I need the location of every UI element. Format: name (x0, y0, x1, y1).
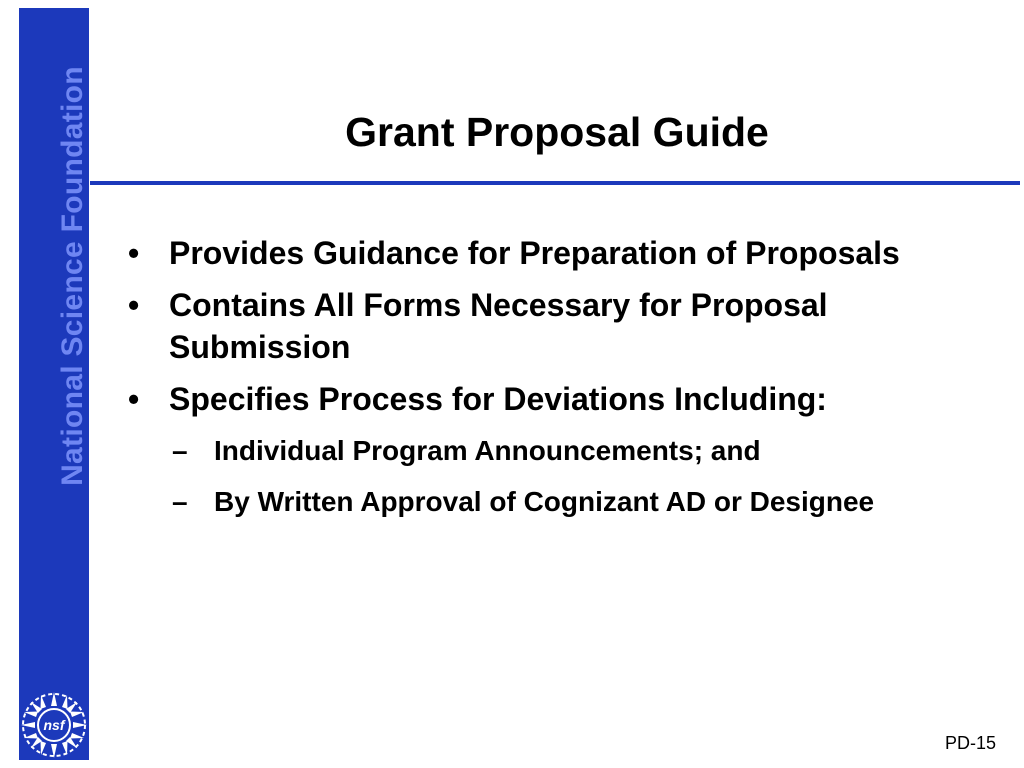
bullet-list (128, 232, 958, 532)
nsf-logo (19, 690, 89, 760)
sub-bullet-text: Individual Program Announcements; and (214, 435, 761, 466)
bullet-dot: • (128, 235, 140, 271)
sub-bullet-list (172, 430, 958, 522)
nsf-logo-icon (19, 690, 89, 760)
sidebar-org-name: National Science Foundation (56, 66, 89, 486)
sub-bullet-dash: – (172, 486, 188, 517)
bullet-item (128, 232, 958, 274)
title-divider (90, 181, 1020, 185)
bullet-item (128, 284, 958, 368)
bullet-text: Contains All Forms Necessary for Proposal Submission (169, 287, 828, 365)
sub-bullet-item (172, 430, 958, 471)
nsf-logo-text: nsf (43, 717, 65, 733)
sub-bullet-dash: – (172, 435, 188, 466)
sub-bullet-text: By Written Approval of Cognizant AD or Designee (214, 486, 875, 517)
sub-bullet-group (128, 430, 958, 522)
bullet-dot: • (128, 381, 140, 417)
slide-title: Grant Proposal Guide (345, 109, 769, 155)
bullet-text: Specifies Process for Deviations Including: (169, 381, 827, 417)
page-number: PD-15 (944, 733, 996, 753)
bullet-text: Provides Guidance for Preparation of Proposals (169, 235, 900, 271)
sub-bullet-item (172, 481, 958, 522)
bullet-item (128, 378, 958, 420)
bullet-dot: • (128, 287, 140, 323)
sidebar-band (19, 8, 89, 690)
